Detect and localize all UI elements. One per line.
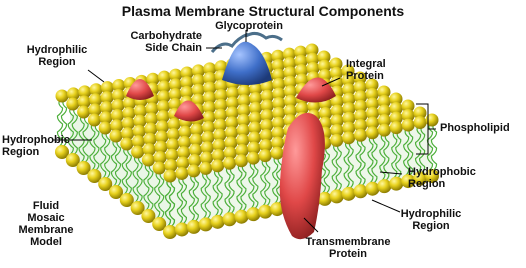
label-hydrophilic-region-bottom: Hydrophilic Region <box>400 208 462 232</box>
phospholipid-head <box>342 131 355 144</box>
phospholipid-head <box>187 220 201 234</box>
phospholipid-head <box>211 159 224 172</box>
label-hydrophilic-region-top: Hydrophilic Region <box>26 44 88 68</box>
leader-hydrophilic-top <box>88 70 104 82</box>
phospholipid-head <box>110 130 123 143</box>
phospholipid-head <box>390 121 403 134</box>
label-carbohydrate-side-chain: Carbohydrate Side Chain <box>130 30 202 54</box>
label-hydrophobic-region-left: Hydrophobic Region <box>2 134 70 158</box>
label-transmembrane-protein: Transmembrane Protein <box>305 236 391 260</box>
phospholipid-head <box>199 217 213 231</box>
phospholipid-head <box>414 116 427 129</box>
phospholipid-head <box>77 106 90 119</box>
phospholipid-head <box>153 162 166 175</box>
phospholipid-head <box>223 212 237 226</box>
label-glycoprotein: Glycoprotein <box>215 20 283 32</box>
phospholipid-head <box>164 170 177 183</box>
phospholipid-head <box>271 147 284 160</box>
phospholipid-head <box>66 98 79 111</box>
label-fluid-mosaic-model: Fluid Mosaic Membrane Model <box>18 200 74 248</box>
carbohydrate-chain-right <box>246 33 282 40</box>
diagram-title: Plasma Membrane Structural Components <box>121 3 405 19</box>
phospholipid-head <box>378 124 391 137</box>
phospholipid-head <box>354 129 367 142</box>
phospholipid-head <box>235 154 248 167</box>
phospholipid-head <box>175 222 189 236</box>
phospholipid-head <box>377 179 391 193</box>
phospholipid-head <box>366 126 379 139</box>
phospholipid-head <box>131 146 144 159</box>
phospholipid-head <box>56 90 69 103</box>
glycoprotein-shape <box>222 42 272 85</box>
phospholipid-head <box>234 210 248 224</box>
phospholipid-head <box>330 134 343 147</box>
phospholipid-head <box>426 114 439 127</box>
label-phospholipid: Phospholipid <box>440 122 510 134</box>
phospholipid-head <box>187 164 200 177</box>
phospholipid-head <box>142 154 155 167</box>
phospholipid-head <box>342 187 356 201</box>
phospholipid-head <box>223 157 236 170</box>
phospholipid-head <box>389 177 403 191</box>
phospholipid-head <box>247 152 260 165</box>
phospholipid-head <box>120 138 133 151</box>
phospholipid-head <box>211 215 225 229</box>
phospholipid-head <box>259 149 272 162</box>
phospholipid-head <box>199 162 212 175</box>
phospholipid-head <box>354 184 368 198</box>
phospholipid-head <box>175 167 188 180</box>
phospholipid-head <box>365 182 379 196</box>
label-hydrophobic-region-right: Hydrophobic Region <box>408 166 476 190</box>
phospholipid-head <box>258 205 272 219</box>
label-integral-protein: Integral Protein <box>346 58 386 82</box>
phospholipid-head <box>88 114 101 127</box>
phospholipid-head <box>246 207 260 221</box>
phospholipid-head <box>163 225 177 239</box>
phospholipid-head <box>402 119 415 132</box>
phospholipid-head <box>99 122 112 135</box>
phospholipid-head <box>330 189 344 203</box>
